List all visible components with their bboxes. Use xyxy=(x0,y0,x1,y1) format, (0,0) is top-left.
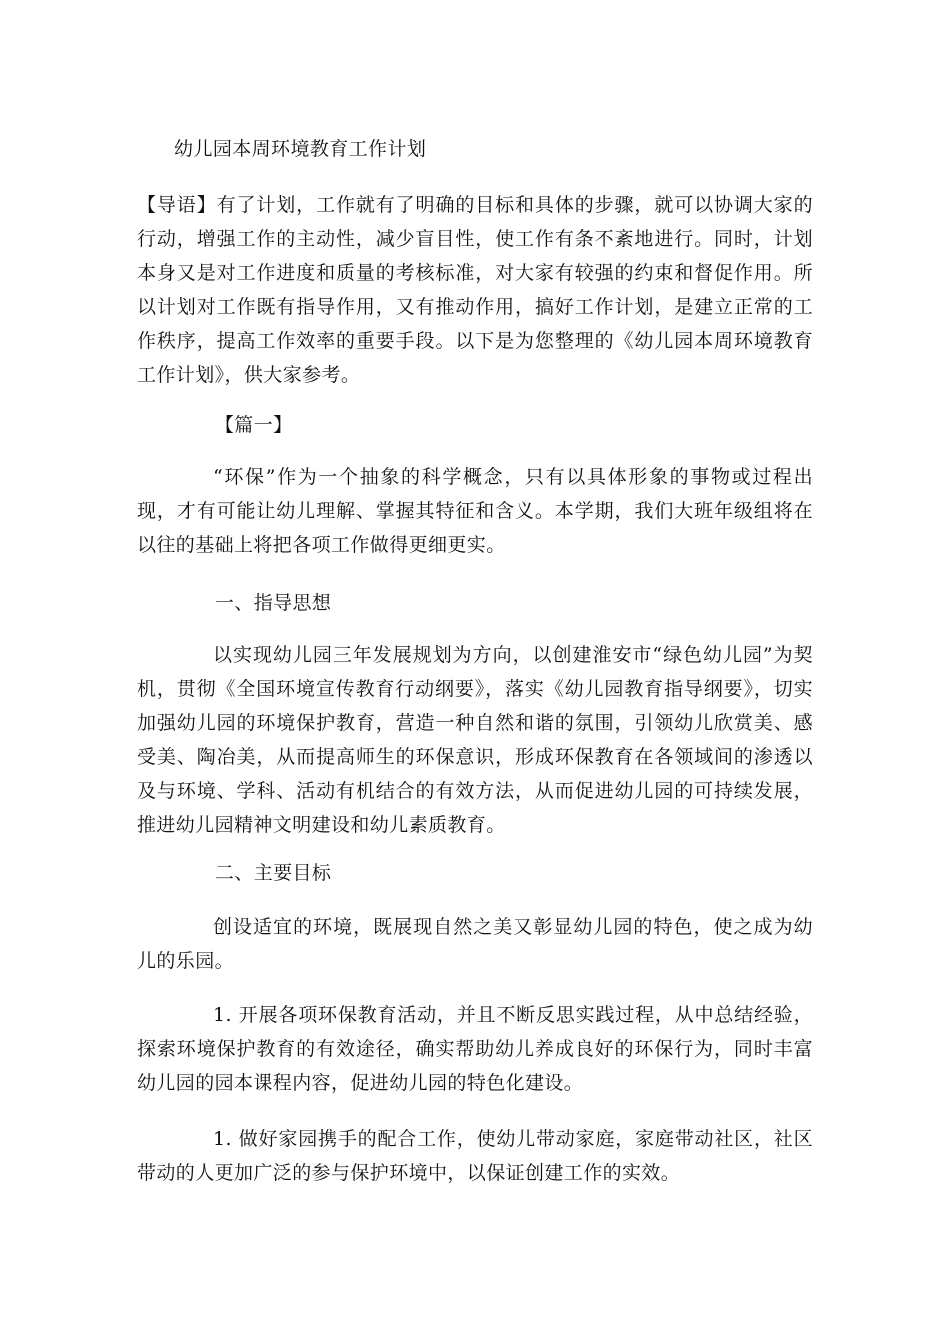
list-item: 1. 开展各项环保教育活动，并且不断反思实践过程，从中总结经验，探索环境保护教育的有效途径，确实帮助幼儿养成良好的环保行为，同时丰富幼儿园的园本课程内容，促进幼儿园的特色化建设。 xyxy=(137,1004,813,1094)
list-item: 1. 做好家园携手的配合工作，使幼儿带动家庭，家庭带动社区，社区带动的人更加广泛的参与保护环境中，以保证创建工作的实效。 xyxy=(137,1128,813,1184)
environment-paragraph: “环保”作为一个抽象的科学概念，只有以具体形象的事物或过程出现，才有可能让幼儿理解、掌握其特征和含义。本学期，我们大班年级组将在以往的基础上将把各项工作做得更细更实。 xyxy=(137,466,813,556)
section-one-heading: 一、指导思想 xyxy=(214,592,332,614)
section-two-heading: 二、主要目标 xyxy=(214,862,332,884)
part-label: 【篇一】 xyxy=(214,414,293,436)
section-two-paragraph: 创设适宜的环境，既展现自然之美又彰显幼儿园的特色，使之成为幼儿的乐园。 xyxy=(137,916,813,972)
document-title: 幼儿园本周环境教育工作计划 xyxy=(174,138,427,160)
section-one-paragraph: 以实现幼儿园三年发展规划为方向，以创建淮安市“绿色幼儿园”为契机，贯彻《全国环境宣传教育行动纲要》，落实《幼儿园教育指导纲要》，切实加强幼儿园的环境保护教育，营造一种自然和谐的氛围，引领幼儿欣赏美、感受美、陶冶美，从而提高师生的环保意识，形成环保教育在各领域间的渗透以及与环境、学科、活动有机结合的有效方法，从而促进幼儿园的可持续发展，推进幼儿园精神文明建设和幼儿素质教育。 xyxy=(137,644,813,836)
intro-paragraph: 【导语】有了计划，工作就有了明确的目标和具体的步骤，就可以协调大家的行动，增强工作的主动性，减少盲目性，使工作有条不紊地进行。同时，计划本身又是对工作进度和质量的考核标准，对大家有较强的约束和督促作用。所以计划对工作既有指导作用，又有推动作用，搞好工作计划，是建立正常的工作秩序，提高工作效率的重要手段。以下是为您整理的《幼儿园本周环境教育工作计划》，供大家参考。 xyxy=(137,194,813,386)
